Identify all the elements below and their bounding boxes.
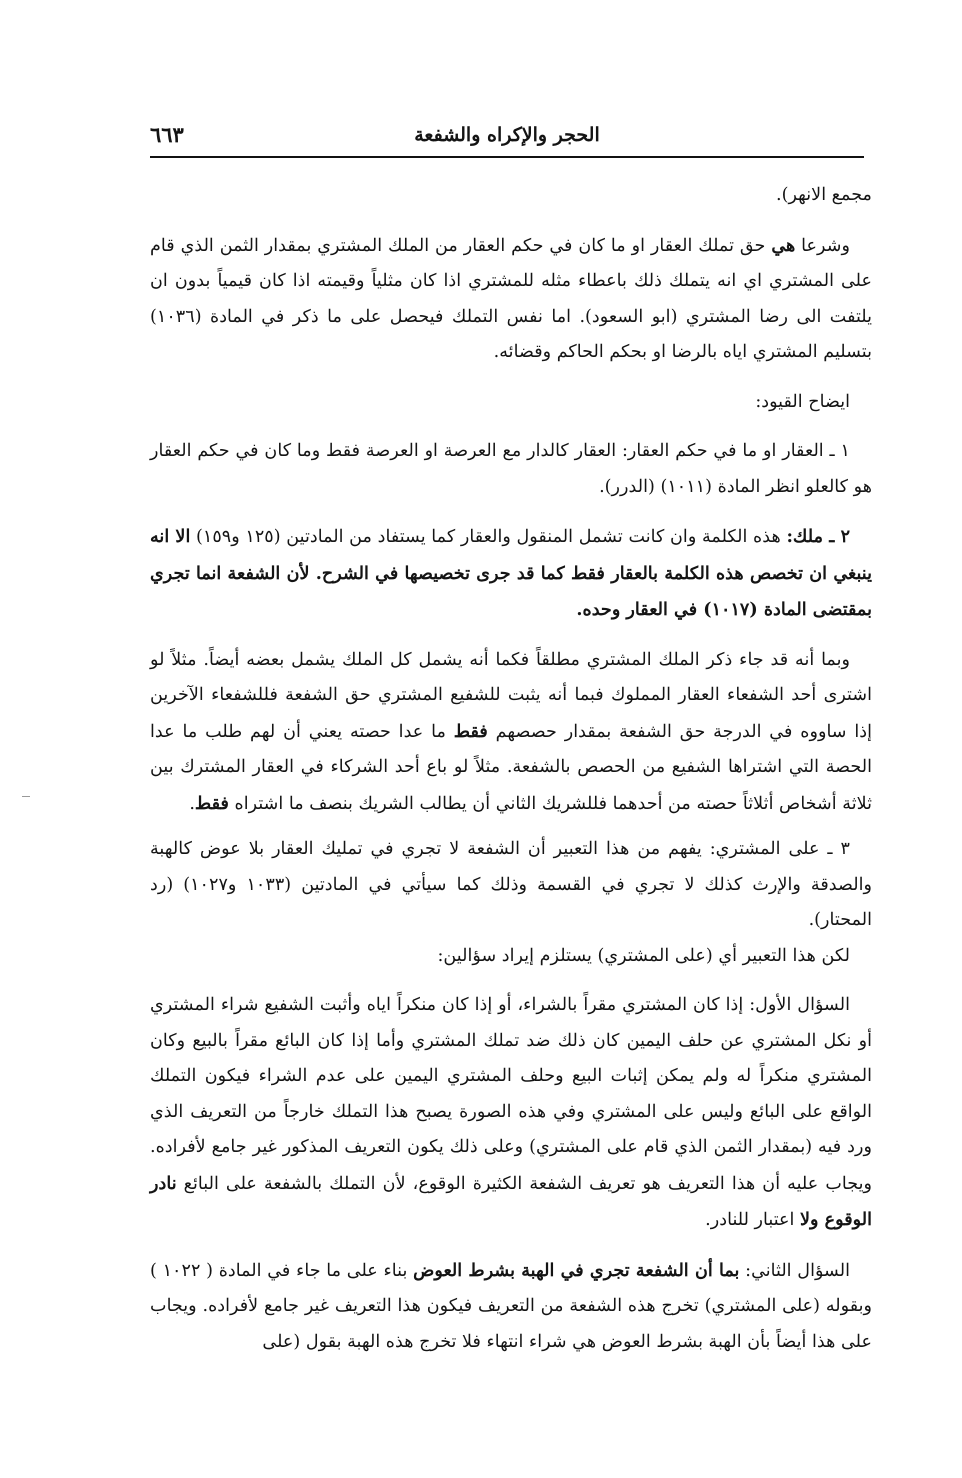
paragraph-item-1 <box>150 434 872 505</box>
text-run: حق تملك العقار او ما كان في حكم العقار من الملك المشتري بمقدار الثمن الذي قام على المشتري اي انه يتملك ذلك باعطاء مثله للمشتري اذا كان مثلياً وقيمته اذا كان قيمياً بدون ان يلتفت الى رضا المشتري (ابو السعود). اما نفس التملك فيحصل على ما ذكر في المادة (١٠٣٦) بتسليم المشتري اياه بالرضا او بحكم الحاكم وقضائه. <box>150 235 872 362</box>
text-run: وشرعا <box>795 235 850 256</box>
running-header <box>150 116 864 156</box>
text-run: اعتبار للنادر. <box>705 1210 800 1230</box>
paragraph-two-questions <box>150 939 872 975</box>
margin-mark <box>22 796 30 797</box>
text-run: مجمع الانهر). <box>775 185 872 205</box>
bold-text-run: الا انه ينبغي ان تخصص هذه الكلمة بالعقار فقط كما قد جرى تخصيصها في الشرح. لأن الشفعة انما تجري بمقتضى المادة (١٠١٧) في العقار وحده. <box>150 526 872 620</box>
text-run: السؤال الثاني: <box>739 1260 850 1281</box>
text-run: هذه الكلمة وان كانت تشمل المنقول والعقار كما يستفاد من المادتين (١٢٥ و١٥٩) <box>190 527 787 547</box>
text-run: وبما أنه قد جاء ذكر الملك المشتري مطلقاً فكما أنه يشمل كل الملك يشمل بعضه أيضاً. مثلاً لو اشترى أحد الشفعاء العقار المملوك فبما أنه يثبت للشفيع المشتري حق الشفعة فللشفعاء الآخرين إذا ساووه في الدرجة حق الشفعة بمقدار حصصهم <box>150 649 873 742</box>
text-run: ٣ ـ على المشتري: يفهم من هذا التعبير أن الشفعة لا تجري في تمليك العقار بلا عوض كالهبة والصدقة والإرث كذلك لا تجري في القسمة وذلك كما سيأتي في المادتين (١٠٣٣ و١٠٢٧) (رد المحتار). <box>150 839 872 930</box>
section-heading-clarification <box>150 385 872 421</box>
text-run: ما عدا حصته يعني أن لهم طلب ما عدا الحصة التي اشتراها الشفيع من الحصص بالشفعة. مثلاً لو باع أحد الشركاء في العقار المشترك بين ثلاثة أشخاص أثلاثاً حصته من أحدهما فللشريك الثاني أن يطالب الشريك بنصف ما اشتراه <box>150 721 872 814</box>
page-body <box>150 178 872 1360</box>
chapter-title: الحجر والإكراه والشفعة <box>414 124 600 146</box>
bold-text-run: بما أن الشفعة تجري في الهبة بشرط العوض <box>413 1259 740 1281</box>
bold-text-run: هي <box>771 234 796 256</box>
text-run: ايضاح القيود: <box>755 391 850 412</box>
bold-text-run: فقط <box>194 792 229 814</box>
bold-text-run: فقط <box>453 720 488 742</box>
paragraph-second-question <box>150 1253 872 1361</box>
bold-text-run: ٢ ـ ملك: <box>786 526 851 547</box>
text-run: ١ ـ العقار او ما في حكم العقار: العقار كالدار مع العرصة او العرصة فقط وما كان في حكم العقار هو كالعلو انظر المادة (١٠١١) (الدرر). <box>150 441 872 497</box>
page-number: ٦٦٣ <box>150 122 184 147</box>
bold-text-run: نادر الوقوع ولا <box>150 1172 872 1230</box>
text-run: بناء على ما جاء في المادة ( ١٠٢٢ ) وبقوله (على المشتري) تخرج هذه الشفعة من التعريف فيكون هذا التعريف غير جامع لأفراده. ويجاب على هذا أيضاً بأن الهبة بشرط العوض هي شراء انتهاء فلا تخرج هذه الهبة بقول (على <box>150 1260 872 1352</box>
text-run: . <box>189 793 195 814</box>
paragraph-item-2 <box>150 519 872 629</box>
header-divider <box>150 156 864 158</box>
paragraph-continuation <box>150 178 872 214</box>
paragraph-definition <box>150 228 872 371</box>
paragraph-share-example <box>150 643 872 823</box>
text-run: السؤال الأول: إذا كان المشتري مقراً بالشراء، أو إذا كان منكراً اياه وأثبت الشفيع شراء المشتري أو نكل المشتري عن حلف اليمين كان ذلك ضد تملك المشتري وأما إذا كان البائع مقراً بالبيع وكان المشتري منكراً له ولم يمكن إثبات البيع وحلف المشتري اليمين على عدم الشراء فيكون التملك الواقع على البائع وليس على المشتري وفي هذه الصورة يصبح هذا التملك خارجاً من التعريف الذي ورد فيه (بمقدار الثمن الذي قام على المشتري) وعلى ذلك يكون التعريف المذكور غير جامع لأفراده. ويجاب عليه أن هذا التعريف هو تعريف الشفعة الكثيرة الوقوع، لأن التملك بالشفعة على البائع <box>150 995 872 1194</box>
text-run: لكن هذا التعبير أي (على المشتري) يستلزم إيراد سؤالين: <box>437 945 850 966</box>
paragraph-first-question <box>150 988 872 1239</box>
paragraph-item-3 <box>150 832 872 939</box>
